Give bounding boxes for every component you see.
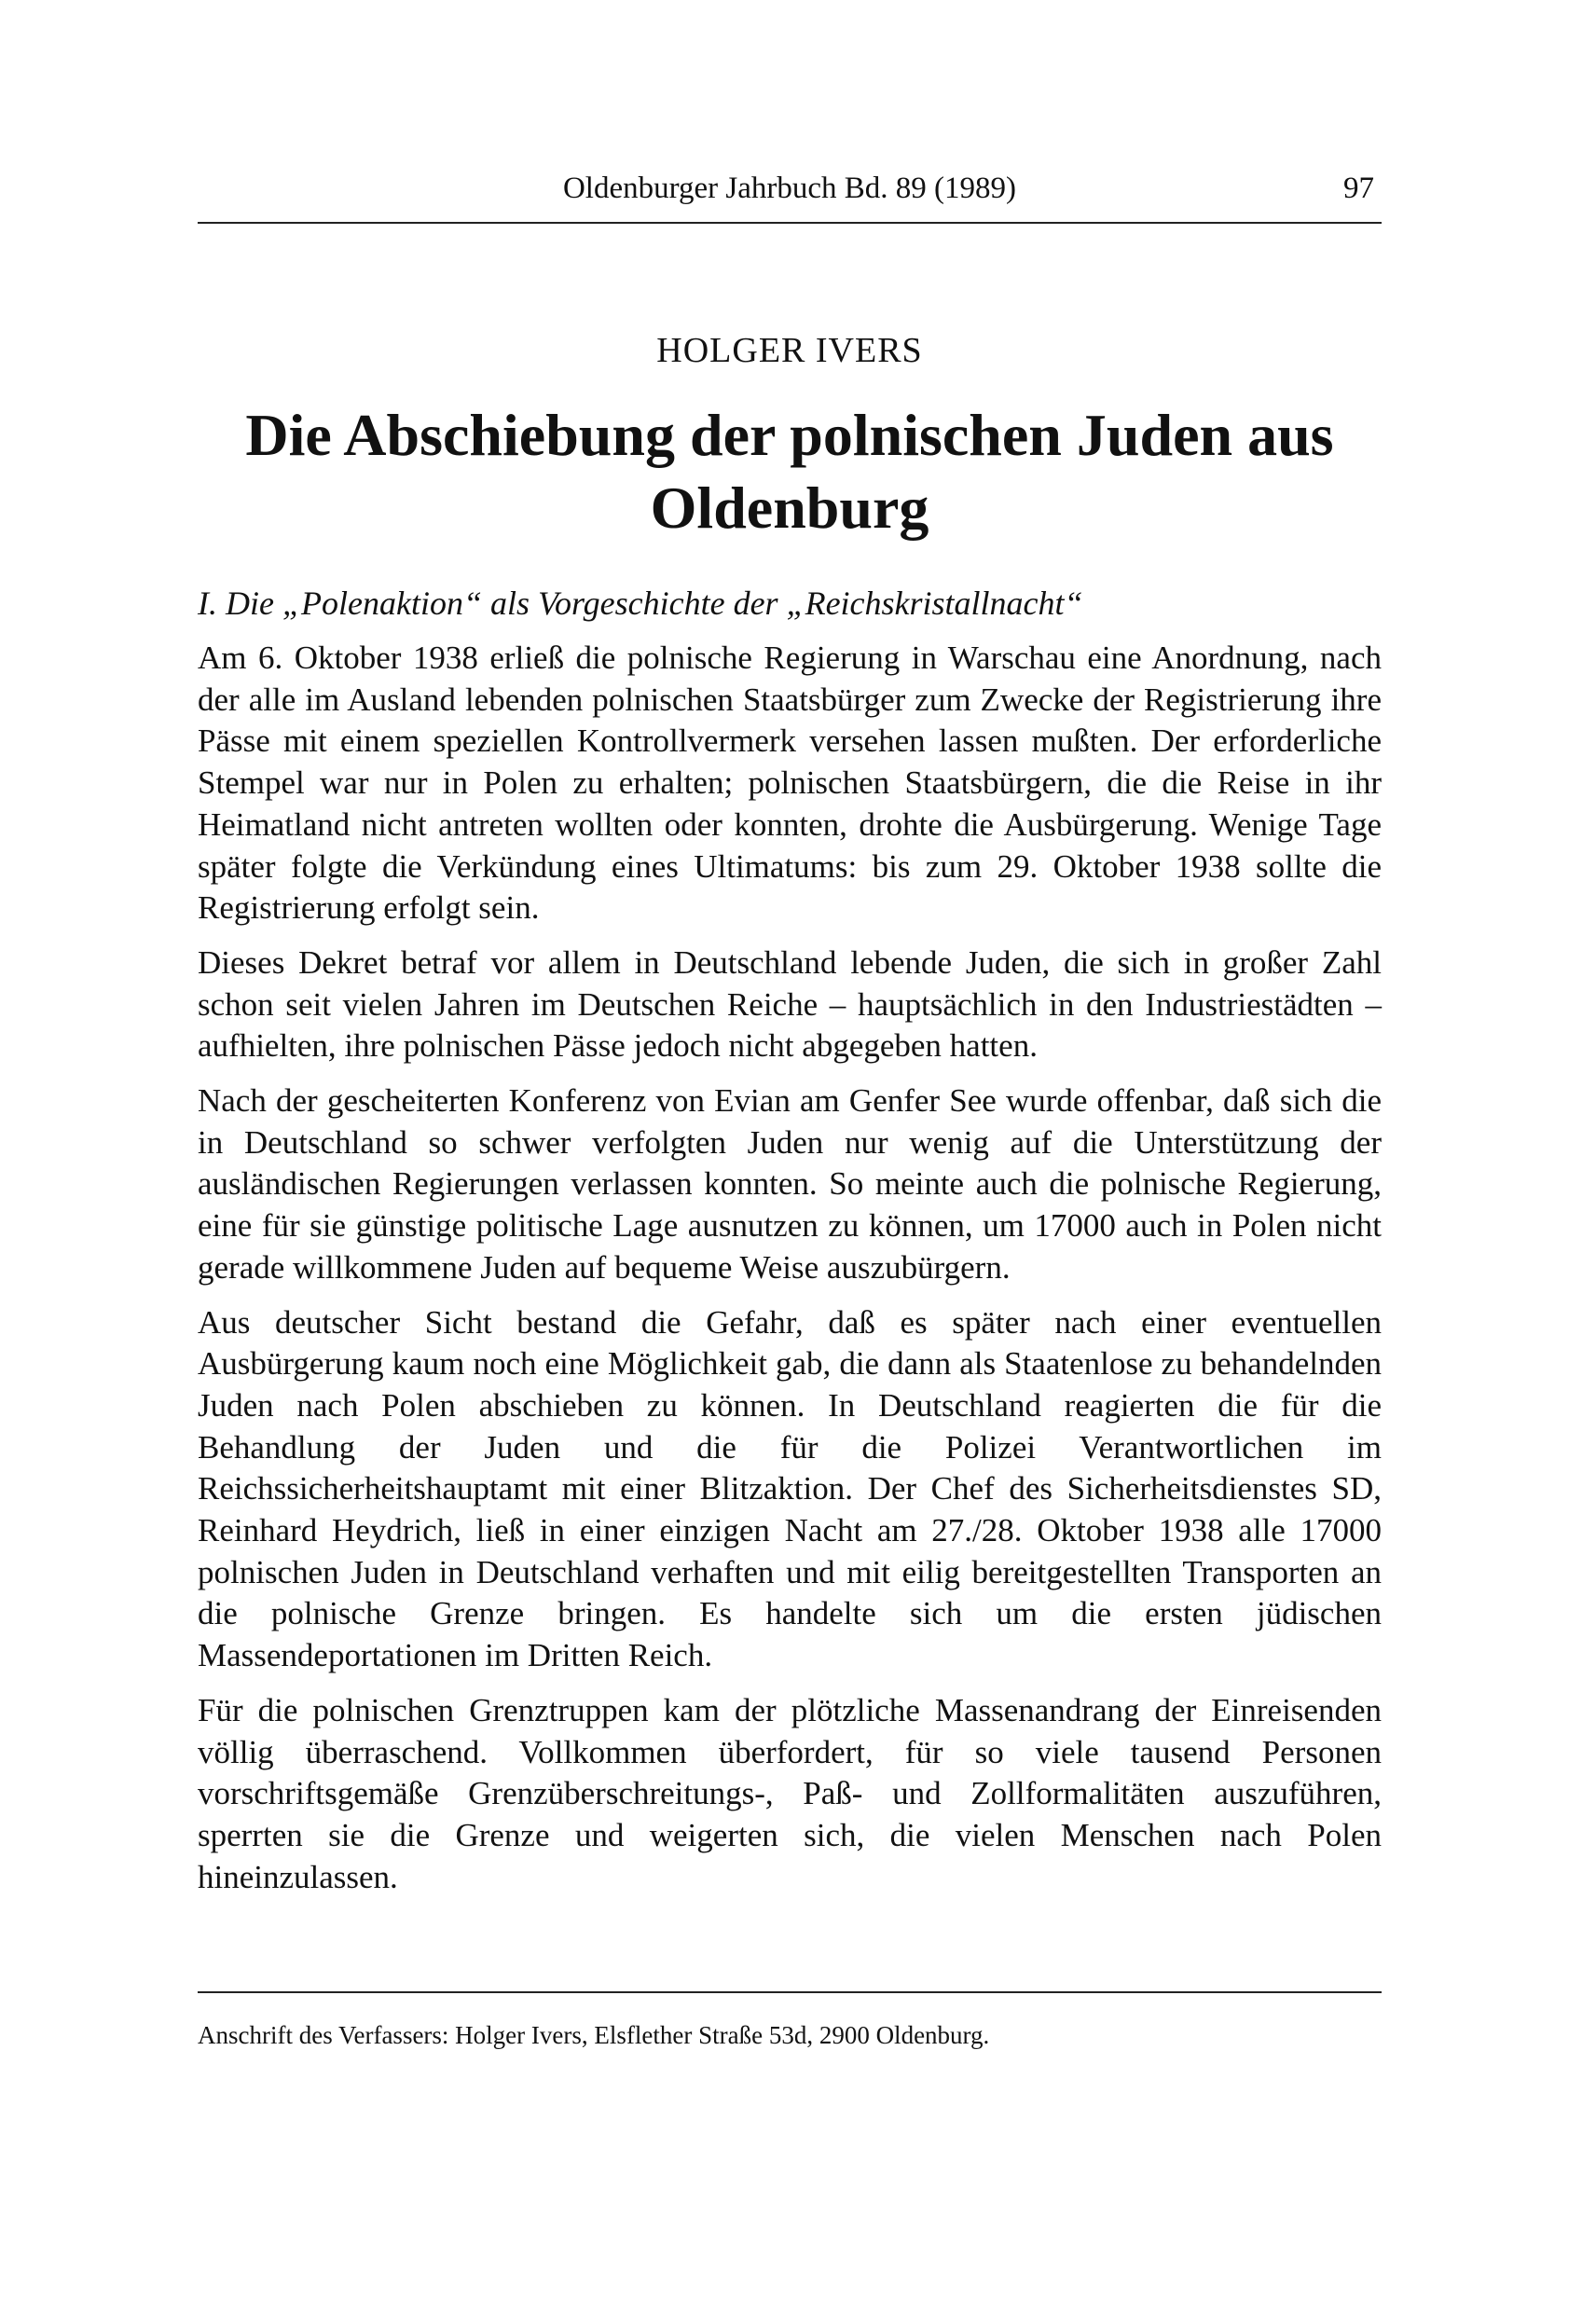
section-heading: I. Die „Polenaktion“ als Vorgeschichte der „Reichskristallnacht“ <box>198 585 1083 622</box>
running-header <box>198 166 1382 214</box>
paragraph: Am 6. Oktober 1938 erließ die polnische Regierung in Warschau eine Anordnung, nach der alle im Ausland lebenden polnischen Staatsbürger zum Zwecke der Registrierung ihre Pässe mit einem speziellen Kontrollvermerk versehen lassen mußten. Der erforderliche Stempel war nur in Polen zu erhalten; polnischen Staatsbürgern, die die Reise in ihr Heimatland nicht antreten wollten oder konnten, drohte die Ausbürgerung. Wenige Tage später folgte die Verkündung eines Ultimatums: bis zum 29. Oktober 1938 sollte die Registrierung erfolgt sein. <box>198 640 1382 927</box>
article-body <box>198 638 1382 1911</box>
author-name: HOLGER IVERS <box>656 331 923 370</box>
paragraph: Für die polnischen Grenztruppen kam der plötzliche Massenandrang der Einreisenden völlig überraschend. Vollkommen überfordert, für so viele tausend Personen vorschriftsgemäße Grenzüberschreitungs-, Paß- und Zollformalitäten auszuführen, sperrten sie die Grenze und weigerten sich, die vielen Menschen nach Polen hineinzulassen. <box>198 1691 1382 1895</box>
journal-title: Oldenburger Jahrbuch Bd. 89 (1989) <box>562 172 1017 205</box>
footnote-divider <box>198 1991 1382 1993</box>
paragraph: Aus deutscher Sicht bestand die Gefahr, daß es später nach einer eventuellen Ausbürgerung kaum noch eine Möglichkeit gab, die dann als Staatenlose zu behandelnden Juden nach Polen abschieben zu können. In Deutschland reagierten die für die Behandlung der Juden und die für die Polizei Verantwortlichen im Reichssicherheitshauptamt mit einer Blitzaktion. Der Chef des Sicherheitsdienstes SD, Reinhard Heydrich, ließ in einer einzigen Nacht am 27./28. Oktober 1938 alle 17000 polnischen Juden in Deutschland verhaften und mit eilig bereitgestellten Transporten an die polnische Grenze bringen. Es handelte sich um die ersten jüdischen Massendeportationen im Dritten Reich. <box>198 1303 1382 1674</box>
paragraph: Nach der gescheiterten Konferenz von Evian am Genfer See wurde offenbar, daß sich die in Deutschland so schwer verfolgten Juden nur wenig auf die Unterstützung der ausländischen Regierungen verlassen konnten. So meinte auch die polnische Regierung, eine für sie günstige politische Lage ausnutzen zu können, um 17000 auch in Polen nicht gerade willkommene Juden auf bequeme Weise auszubürgern. <box>198 1082 1382 1286</box>
page-number: 97 <box>1343 172 1374 205</box>
article-title: Die Abschiebung der polnischen Juden aus Oldenburg <box>245 402 1334 541</box>
paragraph: Dieses Dekret betraf vor allem in Deutschland lebende Juden, die sich in großer Zahl schon seit vielen Jahren im Deutschen Reiche – hauptsächlich in den Industriestädten – aufhielten, ihre polnischen Pässe jedoch nicht abgegeben hatten. <box>198 943 1382 1065</box>
author-address-footnote: Anschrift des Verfassers: Holger Ivers, Elsflether Straße 53d, 2900 Oldenburg. <box>198 2021 990 2049</box>
header-divider <box>198 222 1382 224</box>
